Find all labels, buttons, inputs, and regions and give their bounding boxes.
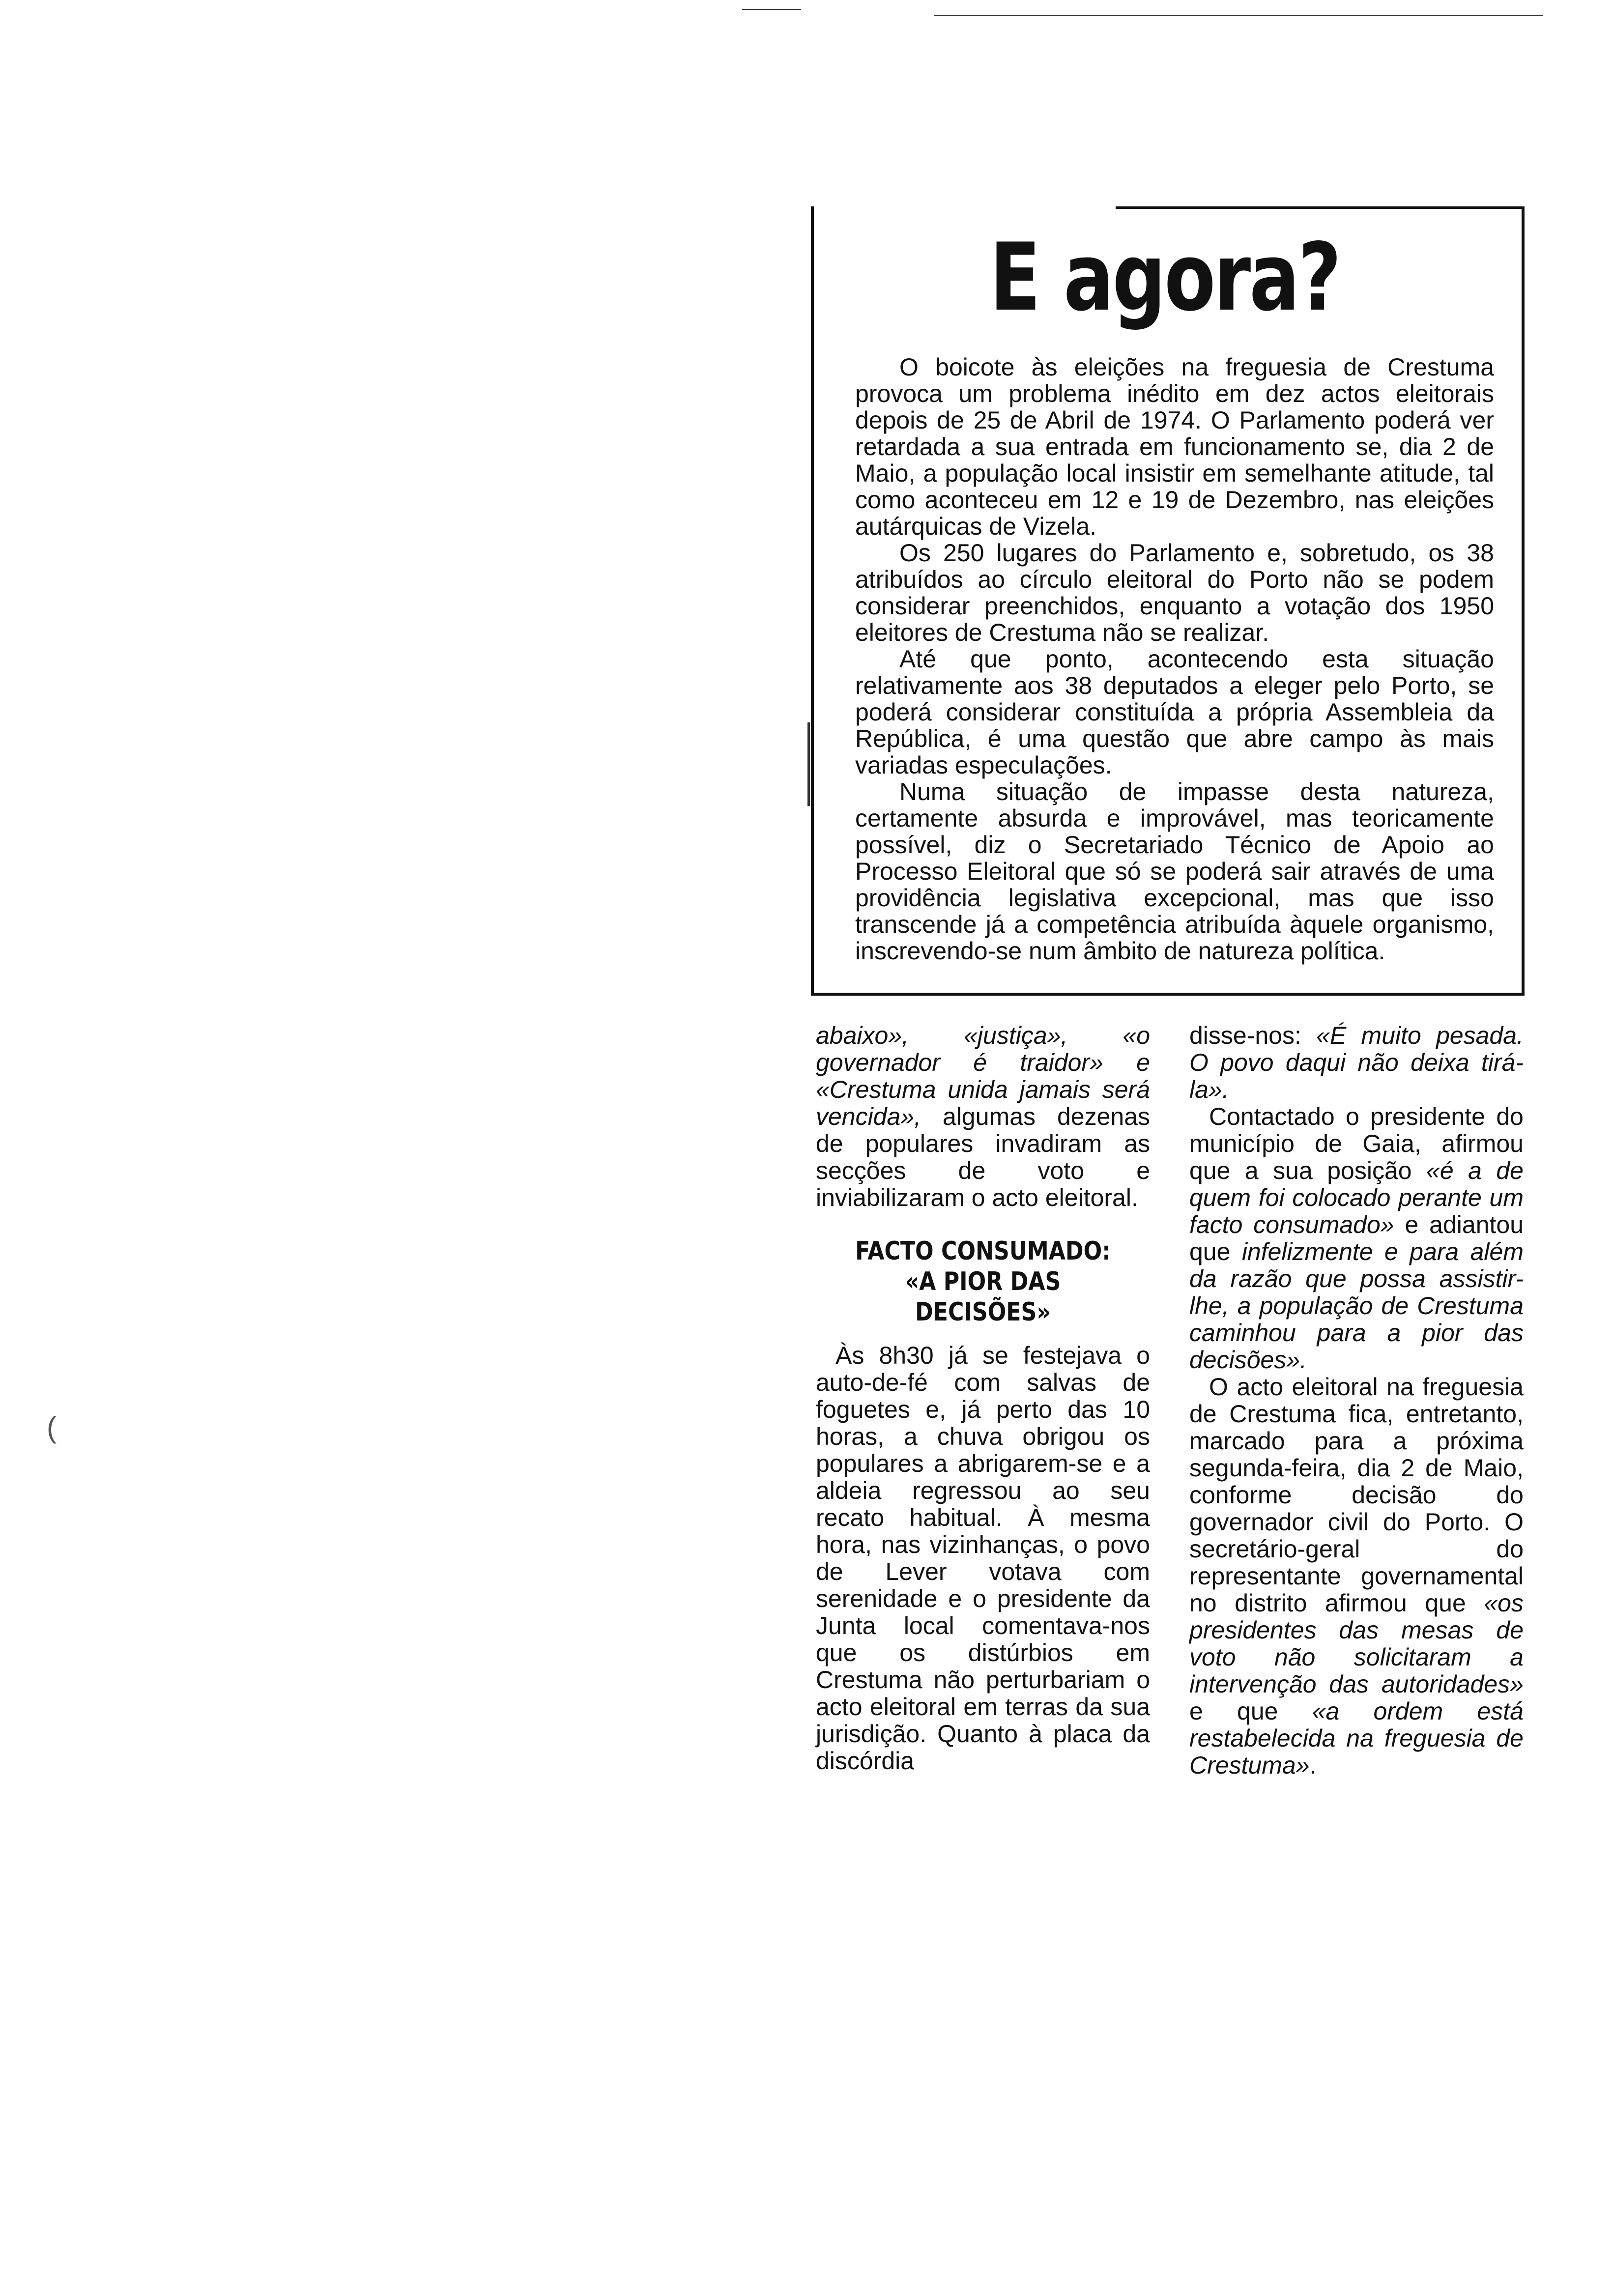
right-column (1189, 1022, 1524, 1779)
subhead-line1: FACTO CONSUMADO: (855, 1236, 1111, 1266)
intro-paragraph: Até que ponto, acontecendo esta situação relativamente aos 38 deputados a eleger pelo Porto, se poderá considerar constituída a própria Assembleia da República, é uma questão que abre campo às mais variadas especulações. (855, 645, 1494, 779)
right-p3-c: e que (1189, 1697, 1312, 1725)
scan-line-top-short (742, 9, 801, 10)
article-box-top-rule (1116, 206, 1522, 209)
headline: E agora? (989, 223, 1340, 332)
intro-paragraph: O boicote às eleições na freguesia de Crestuma provoca um problema inédito em dez actos eleitorais depois de 25 de Abril de 1974. O Parlamento poderá ver retardada a sua entrada em funcionamento se, dia 2 de Maio, a população local insistir em semelhante atitude, tal como aconteceu em 12 e 19 de Dezembro, nas eleições autárquicas de Vizela. (855, 353, 1494, 540)
left-column (816, 1022, 1150, 1775)
intro-text (855, 354, 1494, 964)
right-p1-plain: disse-nos: (1189, 1022, 1317, 1049)
scan-bracket-left: ( (47, 1411, 57, 1444)
left-body: Às 8h30 já se festejava o auto-de-fé com salvas de foguetes e, já perto das 10 horas, a chuva obrigou os populares a abrigarem-se e a aldeia regressou ao seu recato habitual. À mesma hora, nas vizinhanças, o povo de Lever votava com serenidade e o presidente da Junta local comentava-nos que os distúrbios em Crestuma não perturbariam o acto eleitoral em terras da sua jurisdição. Quanto à placa da discórdia (816, 1342, 1150, 1775)
right-p1-italic: «É muito pesada. O povo daqui não deixa tirá-la». (1189, 1022, 1524, 1103)
left-opening-rest: algumas dezenas de populares invadiram as secções de voto e inviabilizaram o acto eleitoral. (816, 1103, 1150, 1211)
right-paragraph-3 (1189, 1374, 1524, 1779)
intro-paragraph: Numa situação de impasse desta natureza, certamente absurda e improvável, mas teoricamente possível, diz o Secretariado Técnico de Apoio ao Processo Eleitoral que só se poderá sair através de uma providência legislativa excepcional, mas que isso transcende já a competência atribuída àquele organismo, inscrevendo-se num âmbito de natureza política. (855, 778, 1494, 965)
right-p2-a: Contactado o presidente do município de Gaia, afirmou que a sua posição (1189, 1103, 1524, 1184)
scan-mark-left (807, 722, 810, 806)
right-p3-b: «os presidentes das mesas de voto não solicitaram a intervenção das autoridades» (1189, 1589, 1524, 1698)
subhead (841, 1236, 1125, 1327)
intro-paragraph: Os 250 lugares do Parlamento e, sobretudo, os 38 atribuídos ao círculo eleitoral do Porto não se podem considerar preenchidos, enquanto a votação dos 1950 eleitores de Crestuma não se realizar. (855, 539, 1494, 646)
right-p3-a: O acto eleitoral na freguesia de Crestuma fica, entretanto, marcado para a próxima segunda-feira, dia 2 de Maio, conforme decisão do governador civil do Porto. O secretário-geral do representante governamental no distrito afirmou que (1189, 1373, 1524, 1617)
right-p2-c: e adiantou que (1189, 1211, 1524, 1265)
right-p3-d: «a ordem está restabelecida na freguesia de Crestuma» (1189, 1697, 1524, 1779)
right-p2-b: «é a de quem foi colocado perante um facto consumado» (1189, 1157, 1524, 1238)
left-opening-italic: abaixo», «justiça», «o governador é traidor» e «Crestuma unida jamais será vencida», (816, 1022, 1150, 1130)
right-p2-d: infelizmente e para além da razão que possa assistir-lhe, a população de Crestuma caminhou para a pior das decisões». (1189, 1238, 1524, 1374)
left-opening (816, 1022, 1150, 1211)
scan-line-top (934, 15, 1543, 16)
right-paragraph-1 (1189, 1022, 1524, 1103)
right-p3-e: . (1309, 1751, 1317, 1779)
right-paragraph-2 (1189, 1103, 1524, 1374)
subhead-line2: «A PIOR DAS DECISÕES» (905, 1267, 1061, 1327)
